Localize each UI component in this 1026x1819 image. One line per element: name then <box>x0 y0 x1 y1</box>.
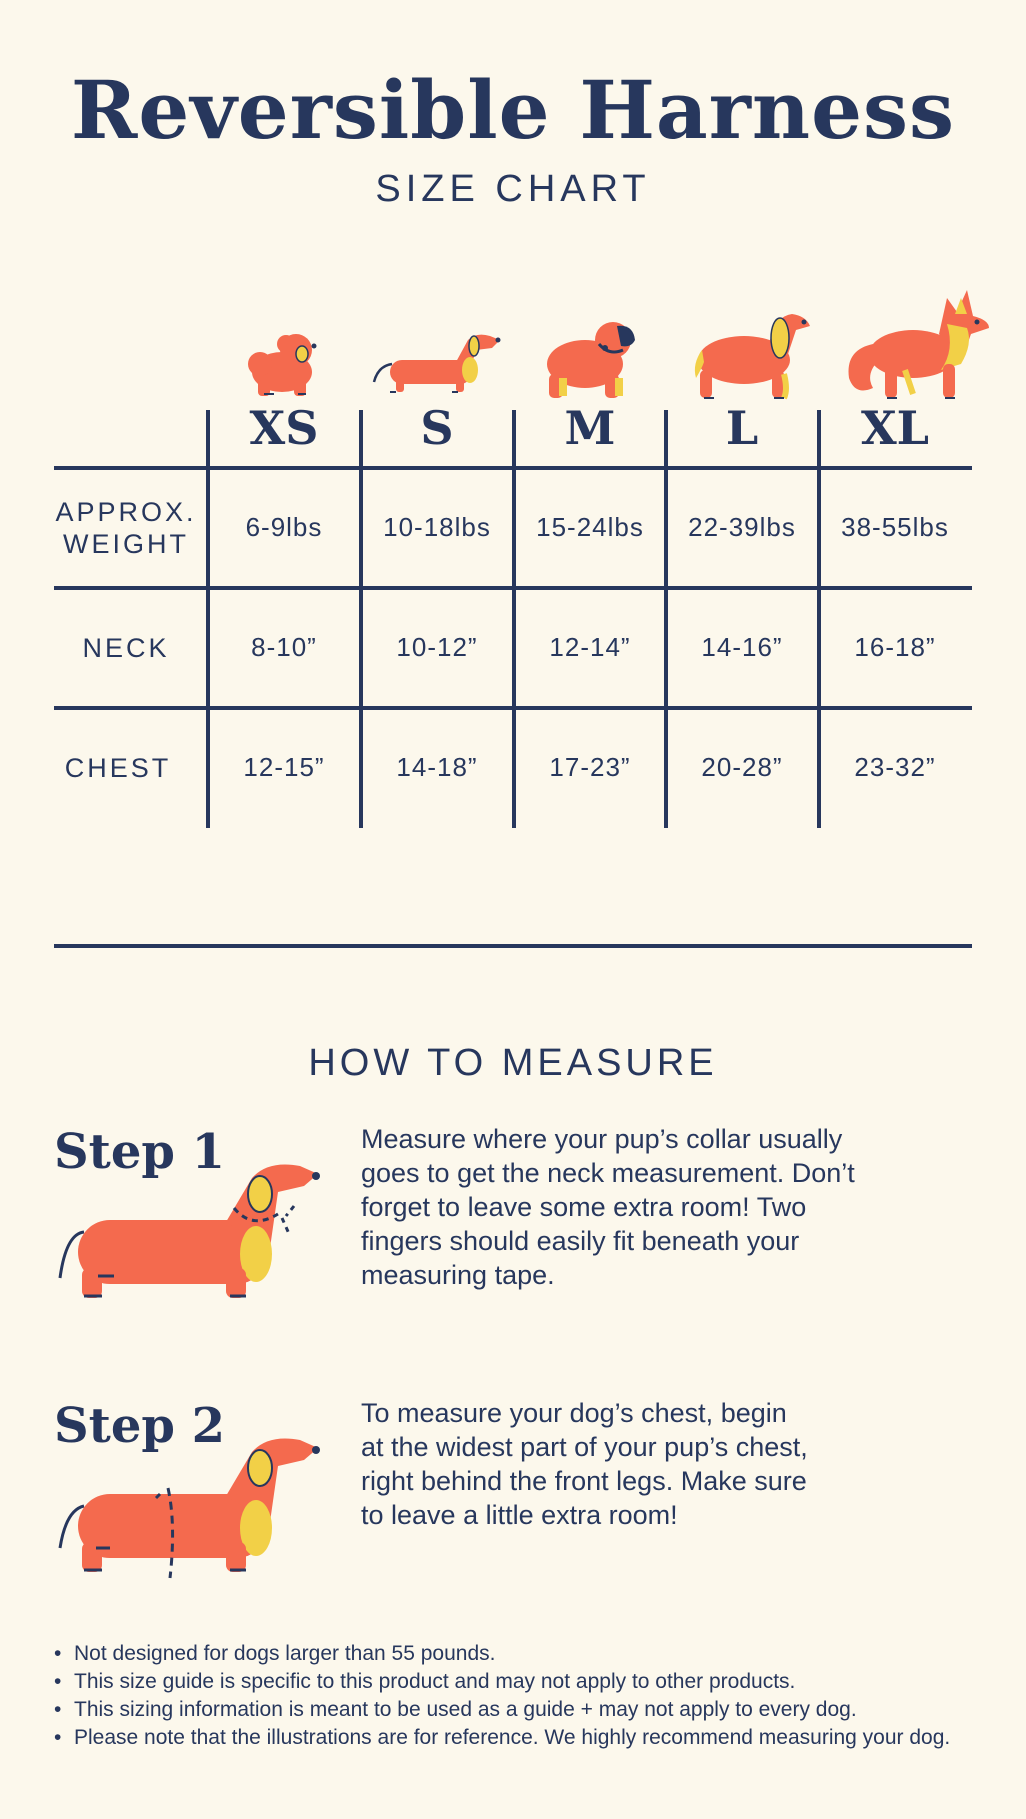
step-2-text <box>361 1396 981 1532</box>
chest-cell-s: 14-18” <box>396 752 478 782</box>
neck-cell-s: 10-12” <box>396 632 478 662</box>
dachshund-neck-icon <box>56 1158 326 1306</box>
neck-cell-l: 14-16” <box>701 632 783 662</box>
step-2-line: right behind the front legs. Make sure <box>361 1466 807 1496</box>
step-1-title: Step 1 <box>54 1124 226 1180</box>
row-label-weight-line: WEIGHT <box>63 529 189 560</box>
m-dog-icon <box>539 318 643 404</box>
step-1-text <box>361 1122 981 1292</box>
note-item: • This sizing information is meant to be used as a guide + may not apply to every dog. <box>54 1696 994 1724</box>
grid-line <box>54 586 972 590</box>
note-item: • This size guide is specific to this product and may not apply to other products. <box>54 1668 994 1696</box>
weight-cell-l: 22-39lbs <box>688 512 796 542</box>
size-header-xs: XS <box>249 401 319 455</box>
xl-dog-icon <box>843 284 991 404</box>
section-divider <box>54 944 972 948</box>
neck-cell-m: 12-14” <box>549 632 631 662</box>
row-label-chest-line: CHEST <box>64 753 172 783</box>
step-1-line: Measure where your pup’s collar usually <box>361 1124 843 1154</box>
l-dog-icon <box>688 304 812 404</box>
step-1-line: forget to leave some extra room! Two <box>361 1192 807 1222</box>
step-2-line: at the widest part of your pup’s chest, <box>361 1432 808 1462</box>
note-item: • Not designed for dogs larger than 55 pounds. <box>54 1640 994 1668</box>
weight-cell-m: 15-24lbs <box>536 512 644 542</box>
page-subtitle: SIZE CHART <box>375 168 651 210</box>
row-label-weight <box>48 496 204 561</box>
step-2-title: Step 2 <box>54 1398 226 1454</box>
size-header-xl: XL <box>860 401 930 455</box>
step-1-line: fingers should easily fit beneath your <box>361 1226 800 1256</box>
weight-cell-s: 10-18lbs <box>383 512 491 542</box>
weight-cell-xl: 38-55lbs <box>841 512 949 542</box>
chest-cell-l: 20-28” <box>701 752 783 782</box>
grid-line <box>54 706 972 710</box>
note-item: • Please note that the illustrations are for reference. We highly recommend measuring your dog. <box>54 1724 994 1752</box>
size-header-l: L <box>725 401 759 455</box>
xs-dog-icon <box>238 322 328 402</box>
row-label-chest <box>40 752 196 784</box>
row-label-neck-line: NECK <box>82 633 170 663</box>
size-header-s: S <box>420 401 454 455</box>
row-label-neck <box>48 632 204 664</box>
chest-cell-xl: 23-32” <box>854 752 936 782</box>
dachshund-chest-icon <box>56 1434 326 1582</box>
chest-cell-xs: 12-15” <box>243 752 325 782</box>
size-header-m: M <box>564 401 616 455</box>
page-title: Reversible Harness <box>70 63 956 157</box>
weight-cell-xs: 6-9lbs <box>245 512 323 542</box>
step-1-line: goes to get the neck measurement. Don’t <box>361 1158 855 1188</box>
s-dog-icon <box>372 326 504 398</box>
chest-cell-m: 17-23” <box>549 752 631 782</box>
step-2-line: To measure your dog’s chest, begin <box>361 1398 787 1428</box>
notes-list <box>54 1640 994 1752</box>
grid-line <box>54 466 972 470</box>
neck-cell-xl: 16-18” <box>854 632 936 662</box>
step-1-line: measuring tape. <box>361 1260 555 1290</box>
step-2-line: to leave a little extra room! <box>361 1500 678 1530</box>
neck-cell-xs: 8-10” <box>251 632 317 662</box>
row-label-weight-line: APPROX. <box>55 497 197 527</box>
how-to-measure-heading: HOW TO MEASURE <box>308 1042 718 1084</box>
